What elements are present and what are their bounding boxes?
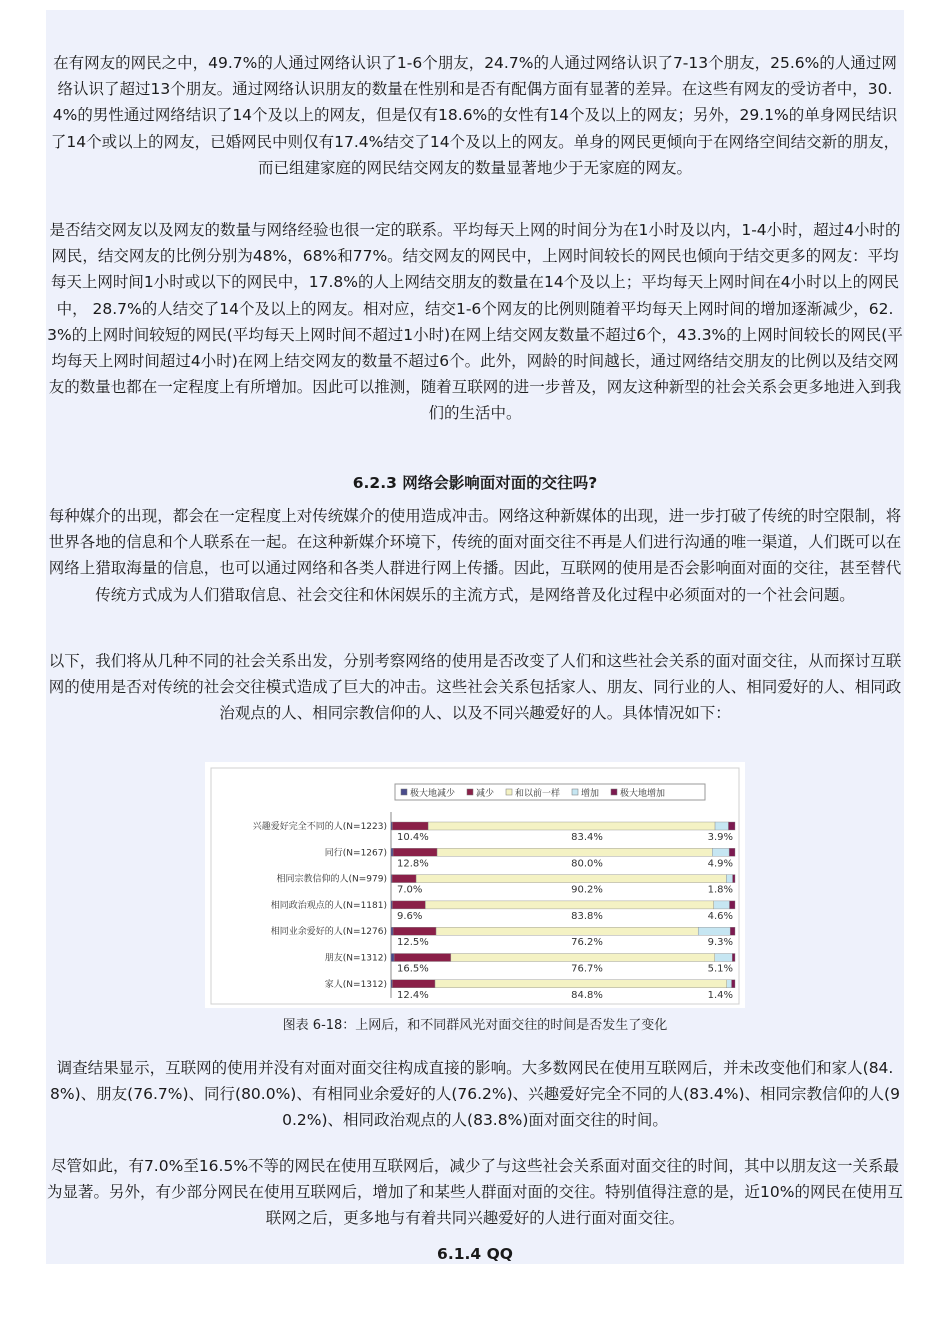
bar-segment [733,875,735,883]
data-label: 76.2% [571,937,603,949]
chart-frame [211,768,739,1004]
legend-label: 和以前一样 [515,789,561,799]
bar-segment [391,954,394,962]
category-label: 朋友(N=1312) [324,953,387,964]
bar-segment [730,927,735,935]
data-label: 12.5% [397,937,429,949]
bar-segment [728,822,735,830]
bar-segment [393,927,436,935]
bar-segment [714,901,730,909]
bar-segment [715,822,728,830]
bar-segment [391,980,392,988]
paragraph-net-experience: 是否结交网友以及网友的数量与网络经验也很一定的联系。平均每天上网的时间分为在1小时及以内，1-4小时，超过4小时的网民，结交网友的比例分别为48%，68%和77%。结交网友的网民中，上网时间较长的网民也倾向于结交更多的网友：平均每天上网时间1小时或以下的网民中，17.8%的人上网结交朋友的数量在14个及以上；平均每天上网时间在4小时以上的网民中， 28.7%的人结交了14个及以上的网友。相对应，结交1-6个网友的比例则随着平均每天上网时间的增加逐渐减少，62.3%的上网时间较短的网民(平均每天上网时间不超过1小时)在网上结交网友数量不超过6个，43.3%的上网时间较长的网民(平均每天上网时间超过4小时)在网上结交网友的数量不超过6个。此外，网龄的时间越长，通过网络结交朋友的比例以及结交网友的数量也都在一定程度上有所增加。因此可以推测，随着互联网的进一步普及，网友这种新型的社会关系会更多地进入到我们的生活中。 [47,221,903,423]
stacked-bar-chart [205,762,745,1008]
paragraph-media-impact: 每种媒介的出现，都会在一定程度上对传统媒介的使用造成冲击。网络这种新媒体的出现，进一步打破了传统的时空限制，将世界各地的信息和个人联系在一起。在这种新媒介环境下，传统的面对面交往不再是人们进行沟通的唯一渠道，人们既可以在网络上猎取海量的信息，也可以通过网络和各类人群进行网上传播。因此，互联网的使用是否会影响面对面的交往，甚至替代传统方式成为人们猎取信息、社会交往和休闲娱乐的主流方式，是网络普及化过程中必须面对的一个社会问题。 [48,507,902,604]
bar-segment [437,848,712,856]
legend-label: 减少 [476,789,495,799]
legend-swatch [467,789,473,795]
legend-swatch [572,789,578,795]
bar-segment [732,954,735,962]
bar-segment [698,927,730,935]
category-label: 相同政治观点的人(N=1181) [270,900,387,911]
data-label: 3.9% [707,832,733,843]
data-label: 4.6% [707,910,733,922]
bar-segment [436,927,698,935]
data-label: 12.4% [397,989,429,1001]
data-label: 9.6% [397,910,423,922]
data-label: 1.8% [707,884,733,896]
document-page [46,10,904,1264]
bar-segment [391,822,392,830]
data-label: 80.0% [571,858,603,870]
category-label: 兴趣爱好完全不同的人(N=1223) [252,822,387,832]
bar-segment [393,848,437,856]
bar-segment [392,980,435,988]
bar-segment [392,901,425,909]
data-label: 5.1% [707,963,733,975]
data-label: 83.8% [571,910,603,922]
data-label: 7.0% [397,884,423,896]
bar-segment [392,822,428,830]
data-label: 16.5% [397,963,429,975]
bar-segment [428,822,715,830]
bar-segment [391,927,393,935]
bar-segment [391,901,392,909]
legend-label: 极大地增加 [620,789,666,799]
legend-swatch [401,789,407,795]
section-heading-6-1-4: 6.1.4 QQ [437,1245,513,1263]
category-label: 相同业余爱好的人(N=1276) [270,927,387,938]
bar-segment [416,875,726,883]
legend-swatch [506,789,512,795]
bar-segment [391,848,393,856]
paragraph-relations-intro: 以下，我们将从几种不同的社会关系出发，分别考察网络的使用是否改变了人们和这些社会关系的面对面交往，从而探讨互联网的使用是否对传统的社会交往模式造成了巨大的冲击。这些社会关系包括家人、朋友、同行业的人、相同爱好的人、相同政治观点的人、相同宗教信仰的人、以及不同兴趣爱好的人。具体情况如下： [48,652,902,723]
data-label: 1.4% [707,989,733,1001]
paragraph-online-friends: 在有网友的网民之中，49.7%的人通过网络认识了1-6个朋友，24.7%的人通过网络认识了7-13个朋友，25.6%的人通过网络认识了超过13个朋友。通过网络认识朋友的数量在性别和是否有配偶方面有显著的差异。在这些有网友的受访者中，30.4%的男性通过网络结识了14个及以上的网友，但是仅有18.6%的女性有14个及以上的网友；另外，29.1%的单身网民结识了14个或以上的网友，已婚网民中则仅有17.4%结交了14个及以上的网友。单身的网民更倾向于在网络空间结交新的朋友，而已组建家庭的网民结交网友的数量显著地少于无家庭的网友。 [50,54,900,177]
data-label: 12.8% [397,858,429,870]
bar-segment [394,954,451,962]
data-label: 10.4% [397,832,429,843]
data-label: 84.8% [571,989,603,1001]
bar-segment [729,901,735,909]
figure-caption: 图表 6-18：上网后，和不同群风光对面交往的时间是否发生了变化 [282,1018,668,1033]
data-label: 9.3% [707,937,733,949]
section-heading-6-2-3: 6.2.3 网络会影响面对面的交往吗? [352,474,598,492]
bar-segment [435,980,727,988]
bar-segment [729,848,735,856]
paragraph-survey-result: 调查结果显示，互联网的使用并没有对面对面交往构成直接的影响。大多数网民在使用互联网后，并未改变他们和家人(84.8%)、朋友(76.7%)、同行(80.0%)、有相同业余爱好的人(76.2%)、兴趣爱好完全不同的人(83.4%)、相同宗教信仰的人(90.2%)、相同政治观点的人(83.8%)面对面交往的时间。 [50,1059,900,1130]
chart-figure-6-18 [205,762,745,1008]
legend-label: 极大地减少 [410,789,456,799]
data-label: 83.4% [571,832,603,843]
data-label: 4.9% [707,858,733,870]
bar-segment [732,980,735,988]
bar-segment [726,875,732,883]
bar-segment [451,954,715,962]
category-label: 同行(N=1267) [324,848,387,859]
category-label: 家人(N=1312) [324,979,387,990]
data-label: 90.2% [571,884,603,896]
paragraph-decrease-note: 尽管如此，有7.0%至16.5%不等的网民在使用互联网后，减少了与这些社会关系面对面交往的时间，其中以朋友这一关系最为显著。另外，有少部分网民在使用互联网后，增加了和某些人群面对面的交往。特别值得注意的是，近10%的网民在使用互联网之后，更多地与有着共同兴趣爱好的人进行面对面交往。 [47,1157,903,1228]
legend-label: 增加 [581,789,600,799]
bar-segment [425,901,713,909]
category-label: 相同宗教信仰的人(N=979) [276,874,387,885]
bar-segment [392,875,416,883]
bar-segment [727,980,732,988]
bar-segment [715,954,733,962]
legend-swatch [611,789,617,795]
bar-segment [712,848,729,856]
data-label: 76.7% [571,963,603,975]
